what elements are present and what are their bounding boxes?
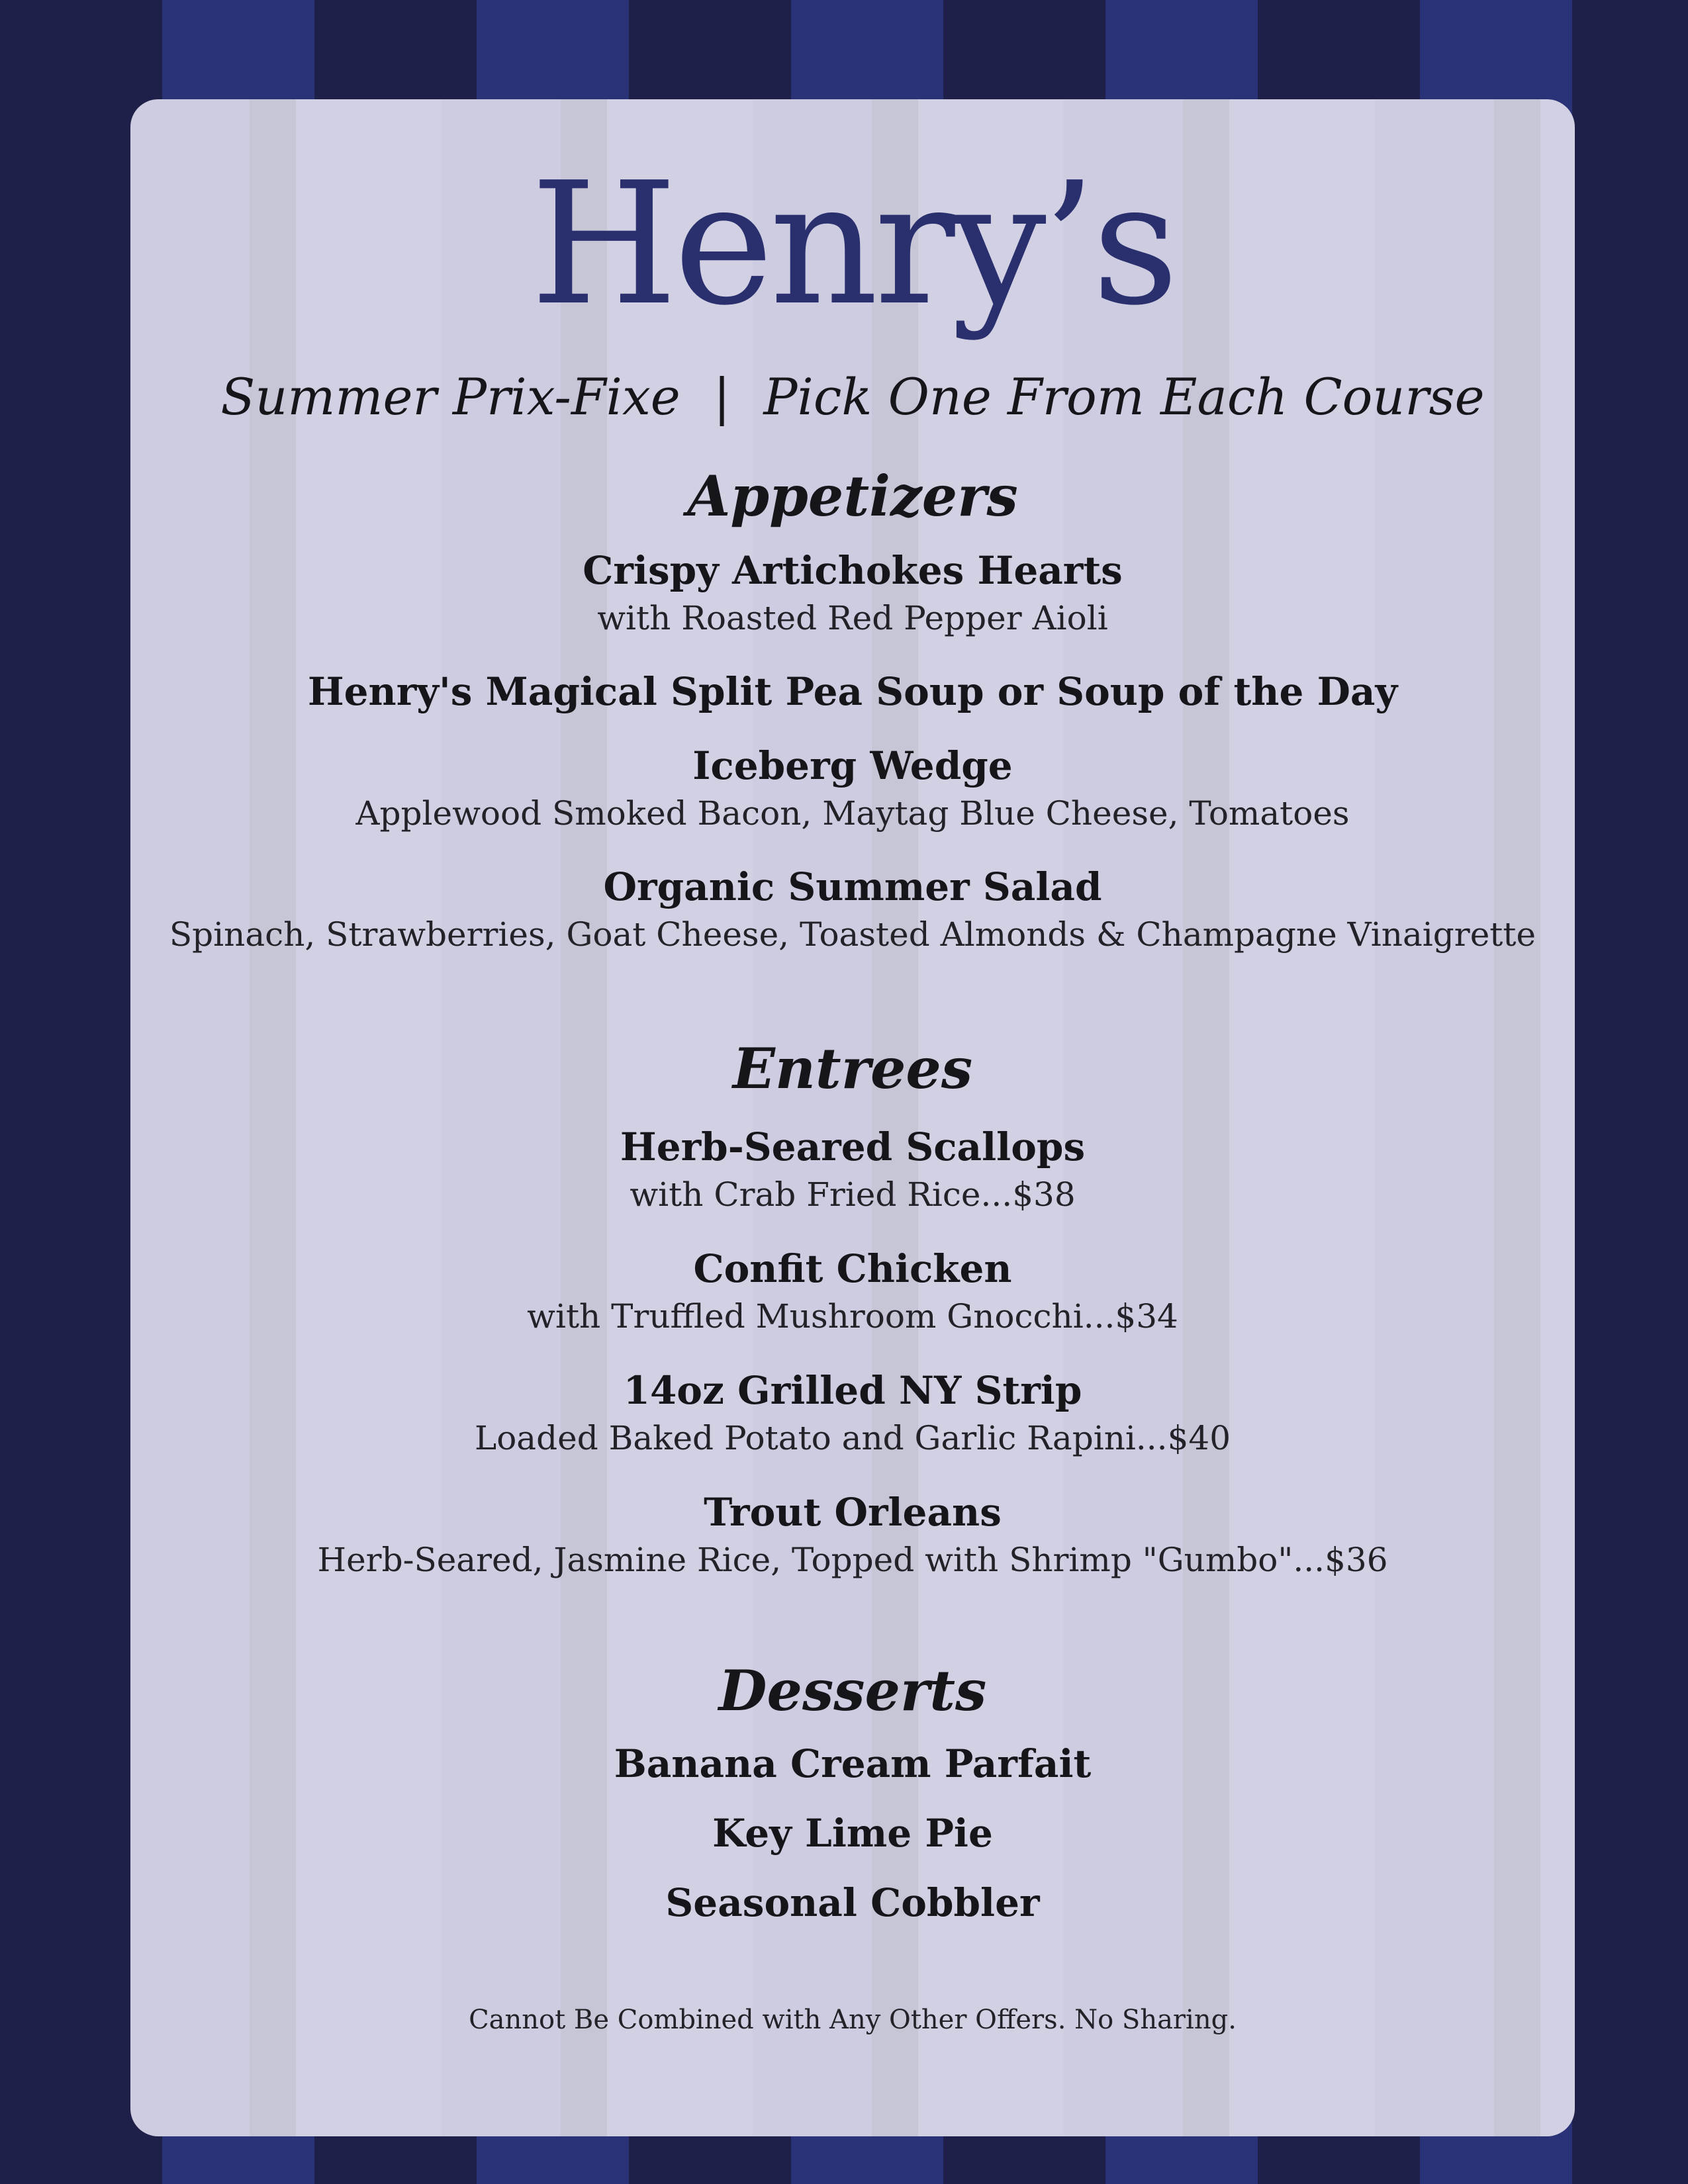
- tagline-instructions: Pick One From Each Course: [763, 367, 1485, 426]
- item-description: Loaded Baked Potato and Garlic Rapini...$40: [474, 1419, 1231, 1457]
- restaurant-logo: Henry’s: [530, 146, 1175, 343]
- item-description: Applewood Smoked Bacon, Maytag Blue Cheese, Tomatoes: [355, 794, 1350, 833]
- appetizers-heading: Appetizers: [687, 463, 1018, 529]
- menu-item: [130, 1488, 1575, 1583]
- menu-item: [130, 1878, 1575, 1927]
- item-name: Iceberg Wedge: [692, 743, 1013, 788]
- menu-tagline: [130, 364, 1575, 430]
- item-description: with Crab Fried Rice...$38: [630, 1175, 1076, 1214]
- item-name: Confit Chicken: [693, 1246, 1012, 1291]
- item-description: with Roasted Red Pepper Aioli: [597, 599, 1108, 637]
- tagline-separator: |: [713, 367, 731, 426]
- item-name: Seasonal Cobbler: [665, 1880, 1040, 1925]
- menu-item: [130, 1739, 1575, 1788]
- item-description: Spinach, Strawberries, Goat Cheese, Toasted Almonds & Champagne Vinaigrette: [169, 915, 1536, 954]
- menu-item: [130, 741, 1575, 837]
- item-name: 14oz Grilled NY Strip: [623, 1368, 1082, 1413]
- item-name: Trout Orleans: [704, 1490, 1002, 1535]
- menu-card: [130, 99, 1575, 2136]
- entrees-heading: Entrees: [732, 1036, 973, 1101]
- item-name: Key Lime Pie: [712, 1811, 993, 1856]
- menu-item: [130, 1244, 1575, 1340]
- item-name: Herb-Seared Scallops: [620, 1124, 1086, 1169]
- footer-disclaimer: Cannot Be Combined with Any Other Offers. No Sharing.: [469, 2005, 1237, 2035]
- tagline-prix-fixe: Summer Prix-Fixe: [220, 367, 680, 426]
- menu-item: [130, 546, 1575, 641]
- item-name: Organic Summer Salad: [603, 864, 1102, 909]
- menu-item: [130, 1122, 1575, 1218]
- item-description: with Truffled Mushroom Gnocchi...$34: [527, 1297, 1178, 1336]
- menu-item: [130, 862, 1575, 958]
- item-name: Crispy Artichokes Hearts: [583, 548, 1123, 593]
- item-description: Herb-Seared, Jasmine Rice, Topped with Shrimp "Gumbo"...$36: [317, 1541, 1388, 1579]
- item-name: Henry's Magical Split Pea Soup or Soup of the Day: [307, 669, 1398, 714]
- menu-item: [130, 667, 1575, 716]
- menu-item: [130, 1809, 1575, 1858]
- item-name: Banana Cream Parfait: [614, 1741, 1092, 1786]
- desserts-heading: Desserts: [718, 1658, 987, 1723]
- menu-item: [130, 1366, 1575, 1461]
